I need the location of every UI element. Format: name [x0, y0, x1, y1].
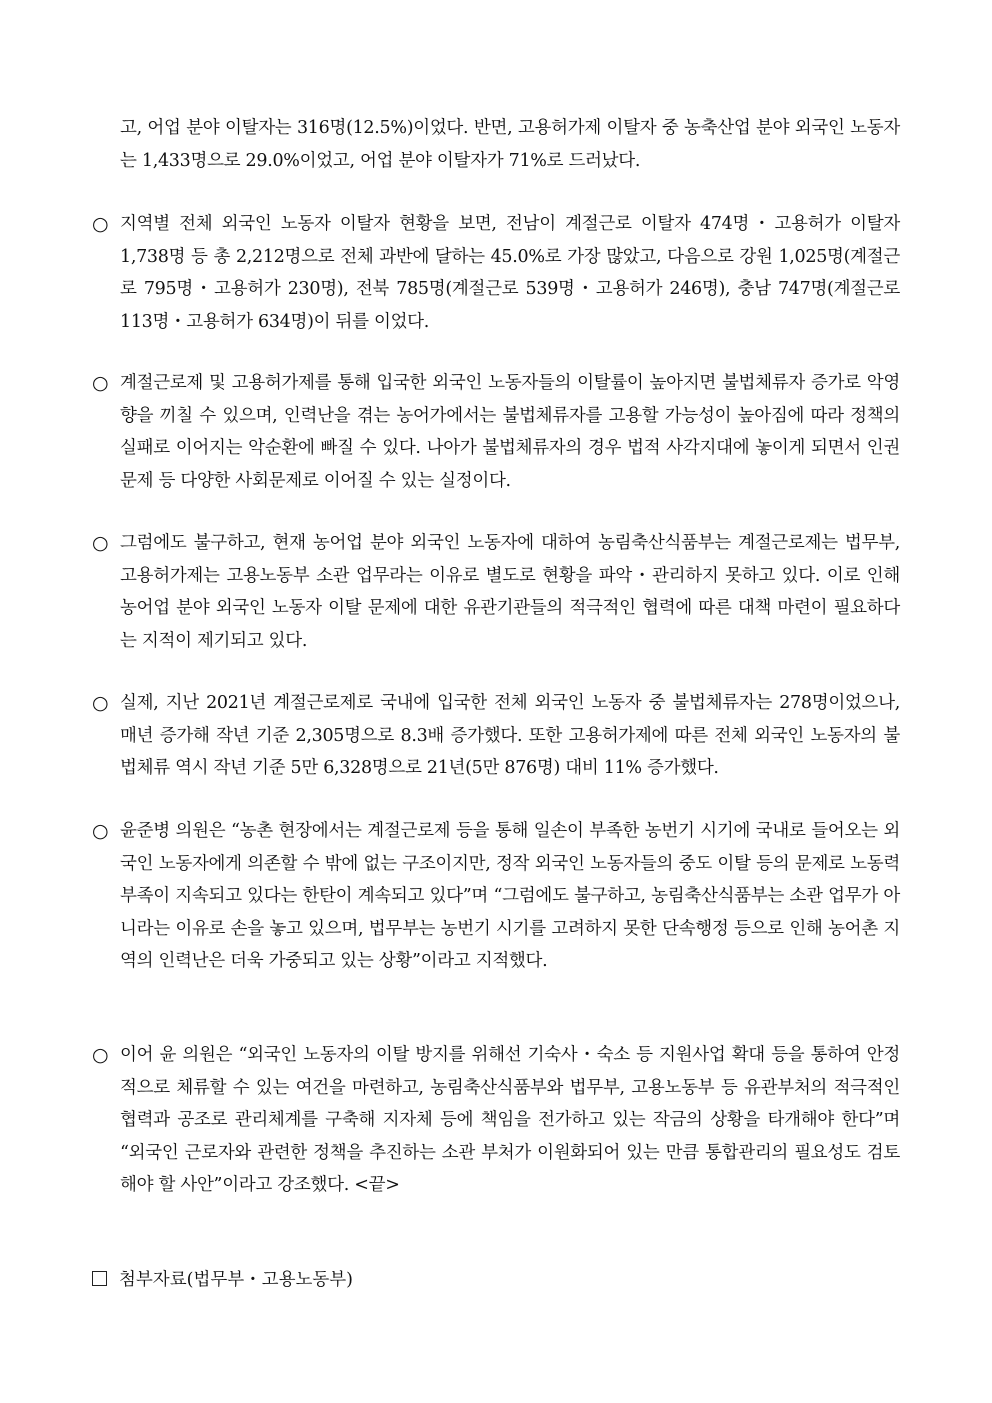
paragraph-text: 그럼에도 불구하고, 현재 농어업 분야 외국인 노동자에 대하여 농림축산식품부는 계절근로제는 법무부, 고용허가제는 고용노동부 소관 업무라는 이유로 별도로 현황을 파악・관리하지 못하고 있다. 이로 인해 농어업 분야 외국인 노동자 이탈 문제에 대한 유관기관들의 적극적인 협력에 따른 대책 마련이 필요하다는 지적이 제기되고 있다.	[120, 533, 900, 651]
intro-paragraph	[120, 112, 900, 177]
paragraph-text: 이어 윤 의원은 “외국인 노동자의 이탈 방지를 위해선 기숙사・숙소 등 지원사업 확대 등을 통하여 안정적으로 체류할 수 있는 여건을 마련하고, 농림축산식품부와 법무부, 고용노동부 등 유관부처의 적극적인 협력과 공조로 관리체계를 구축해 지자체 등에 책임을 전가하고 있는 작금의 상황을 타개해야 한다”며 “외국인 근로자와 관련한 정책을 추진하는 소관 부처가 이원화되어 있는 만큼 통합관리의 필요성도 검토해야 할 사안”이라고 강조했다. <끝>	[120, 1045, 900, 1195]
bullet-paragraph-1	[90, 208, 900, 338]
bullet-paragraph-5	[90, 815, 900, 978]
paragraph-text: 윤준병 의원은 “농촌 현장에서는 계절근로제 등을 통해 일손이 부족한 농번기 시기에 국내로 들어오는 외국인 노동자에게 의존할 수 밖에 없는 구조이지만, 정작 외국인 노동자들의 중도 이탈 등의 문제로 노동력 부족이 지속되고 있다는 한탄이 계속되고 있다”며 “그럼에도 불구하고, 농림축산식품부는 소관 업무가 아니라는 이유로 손을 놓고 있으며, 법무부는 농번기 시기를 고려하지 못한 단속행정 등으로 인해 농어촌 지역의 인력난은 더욱 가중되고 있는 상황”이라고 지적했다.	[120, 821, 900, 971]
circle-bullet-icon: ○	[92, 1044, 109, 1066]
paragraph-text: 계절근로제 및 고용허가제를 통해 입국한 외국인 노동자들의 이탈률이 높아지면 불법체류자 증가로 악영향을 끼칠 수 있으며, 인력난을 겪는 농어가에서는 불법체류자를 고용할 가능성이 높아짐에 따라 정책의 실패로 이어지는 악순환에 빠질 수 있다. 나아가 불법체류자의 경우 법적 사각지대에 놓이게 되면서 인권 문제 등 다양한 사회문제로 이어질 수 있는 실정이다.	[120, 373, 900, 491]
circle-bullet-icon: ○	[92, 372, 109, 394]
bullet-paragraph-3	[90, 527, 900, 657]
checkbox-square-icon	[92, 1271, 107, 1286]
circle-bullet-icon: ○	[92, 532, 109, 554]
paragraph-text: 지역별 전체 외국인 노동자 이탈자 현황을 보면, 전남이 계절근로 이탈자 474명・고용허가 이탈자 1,738명 등 총 2,212명으로 전체 과반에 달하는 45.0%로 가장 많았고, 다음으로 강원 1,025명(계절근로 795명・고용허가 230명), 전북 785명(계절근로 539명・고용허가 246명), 충남 747명(계절근로 113명・고용허가 634명)이 뒤를 이었다.	[120, 214, 900, 332]
circle-bullet-icon: ○	[92, 213, 109, 235]
bullet-paragraph-6	[90, 1039, 900, 1202]
attachment-label: 첨부자료(법무부・고용노동부)	[119, 1270, 354, 1290]
attachment-line	[92, 1264, 353, 1296]
circle-bullet-icon: ○	[92, 692, 109, 714]
bullet-paragraph-4	[90, 687, 900, 785]
paragraph-text: 실제, 지난 2021년 계절근로제로 국내에 입국한 전체 외국인 노동자 중 불법체류자는 278명이었으나, 매년 증가해 작년 기준 2,305명으로 8.3배 증가했다. 또한 고용허가제에 따른 전체 외국인 노동자의 불법체류 역시 작년 기준 5만 6,328명으로 21년(5만 876명) 대비 11% 증가했다.	[120, 693, 900, 778]
circle-bullet-icon: ○	[92, 820, 109, 842]
bullet-paragraph-2	[90, 367, 900, 497]
intro-text: 고, 어업 분야 이탈자는 316명(12.5%)이었다. 반면, 고용허가제 이탈자 중 농축산업 분야 외국인 노동자는 1,433명으로 29.0%이었고, 어업 분야 이탈자가 71%로 드러났다.	[120, 118, 900, 171]
